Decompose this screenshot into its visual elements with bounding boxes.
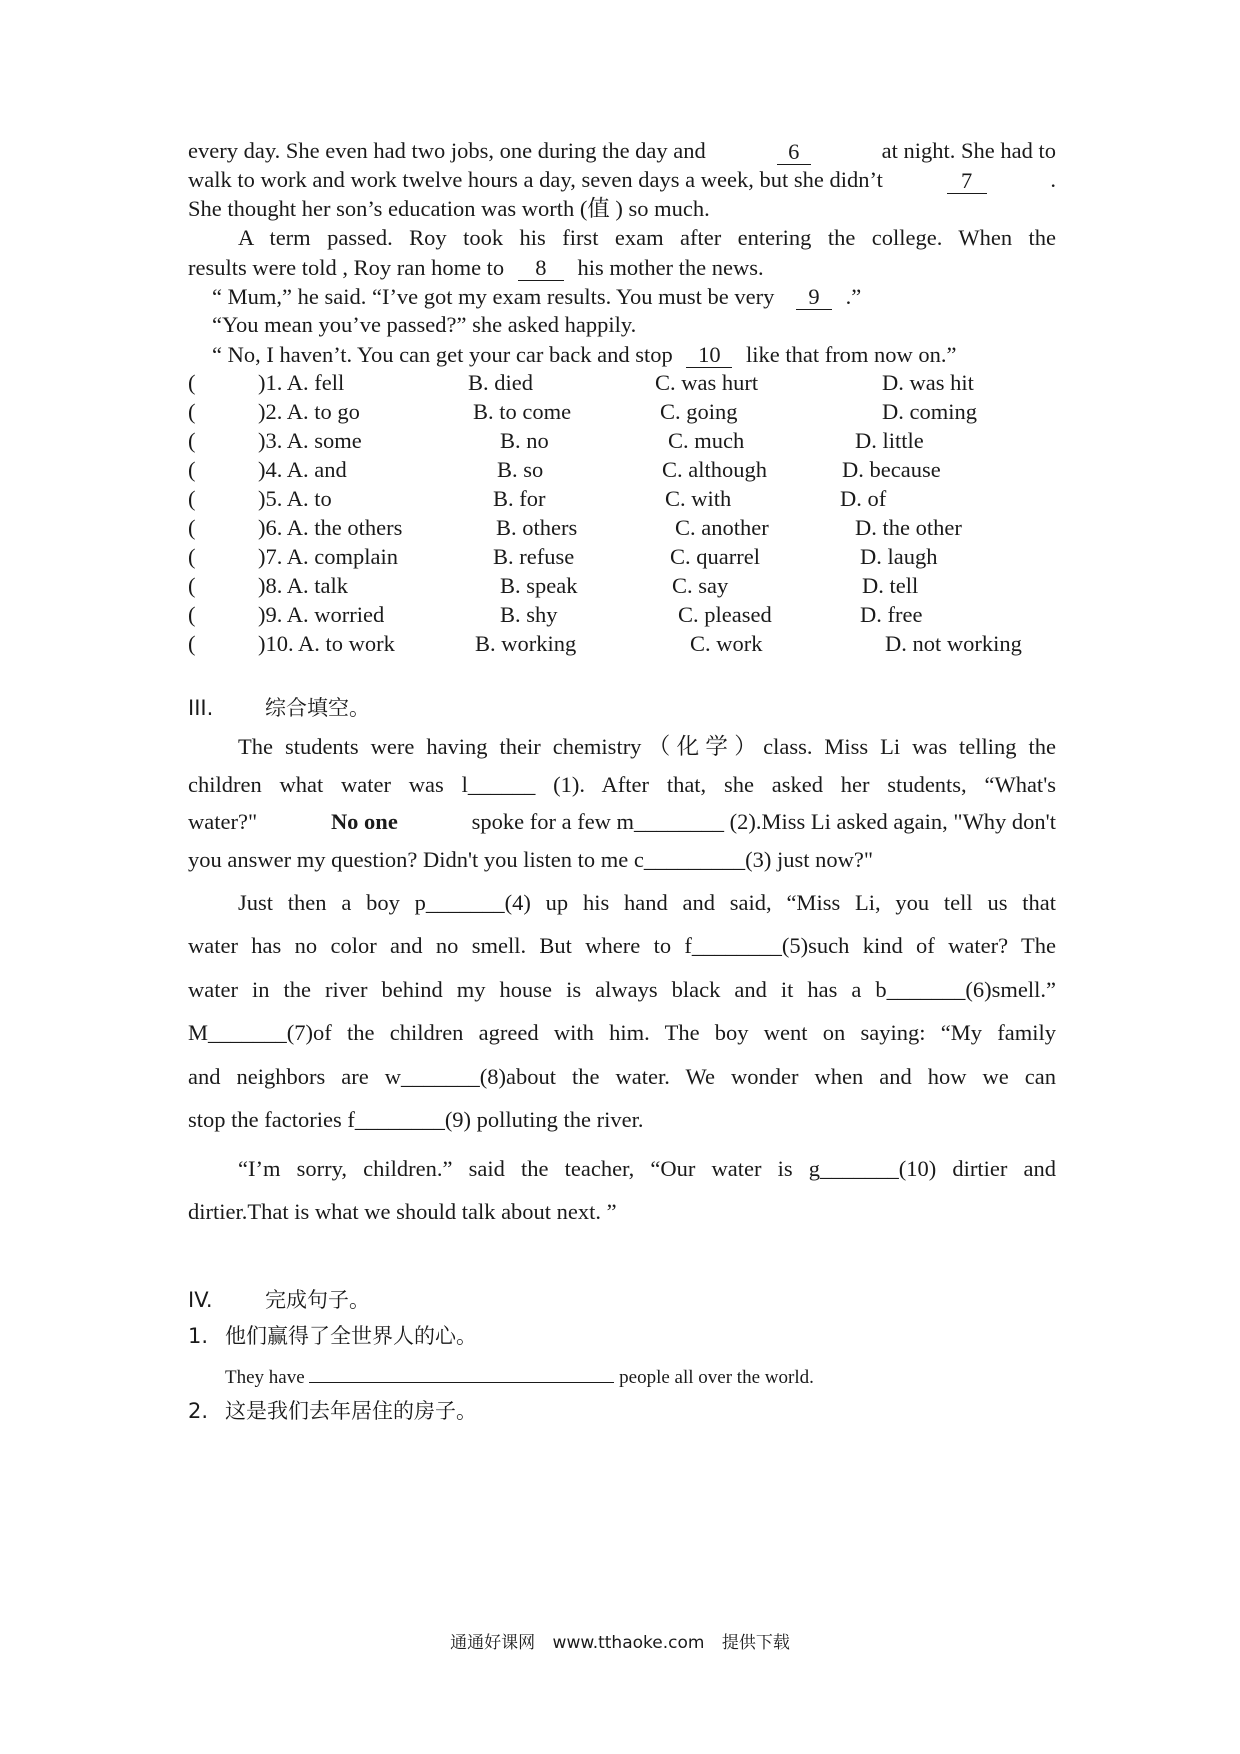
- option-d[interactable]: D. free: [860, 602, 923, 627]
- passage-line-4: [238, 227, 1056, 250]
- option-d[interactable]: D. the other: [855, 515, 962, 540]
- cloze-line-6: [188, 935, 1056, 958]
- option-a[interactable]: )7. A. complain: [258, 544, 398, 569]
- option-c[interactable]: C. another: [675, 515, 769, 540]
- blank-10[interactable]: 10: [686, 343, 732, 368]
- question-row[interactable]: [0, 604, 1240, 630]
- cloze-line-12: dirtier.That is what we should talk about next. ”: [188, 1199, 617, 1224]
- answer-paren[interactable]: (: [188, 544, 196, 569]
- option-a[interactable]: )6. A. the others: [258, 515, 403, 540]
- option-d[interactable]: D. was hit: [882, 370, 974, 395]
- cloze-text: children what water was l______ (1). After that, she asked her students, “What's: [188, 772, 1056, 797]
- option-b[interactable]: B. to come: [473, 399, 572, 424]
- question-row[interactable]: [0, 546, 1240, 572]
- option-c[interactable]: C. with: [665, 486, 732, 511]
- option-b[interactable]: B. no: [500, 428, 549, 453]
- passage-text: walk to work and work twelve hours a day, seven days a week, but she didn’t: [188, 167, 883, 192]
- answer-paren[interactable]: (: [188, 602, 196, 627]
- section-4-number: IV.: [188, 1288, 213, 1312]
- option-d[interactable]: D. tell: [862, 573, 919, 598]
- passage-text: his mother the news.: [577, 255, 764, 280]
- cloze-bold-text: No one: [330, 809, 398, 834]
- option-c[interactable]: C. much: [668, 428, 745, 453]
- cloze-line-3: [188, 811, 1056, 834]
- option-d[interactable]: D. coming: [882, 399, 977, 424]
- option-a[interactable]: )4. A. and: [258, 457, 347, 482]
- option-c[interactable]: C. was hurt: [655, 370, 759, 395]
- option-d[interactable]: D. of: [840, 486, 887, 511]
- section-3-title: 综合填空。: [265, 696, 370, 720]
- passage-line-8: [212, 343, 957, 368]
- option-d[interactable]: D. because: [842, 457, 941, 482]
- option-b[interactable]: B. refuse: [493, 544, 575, 569]
- cloze-line-10: stop the factories f________(9) polluting the river.: [188, 1107, 644, 1132]
- option-a[interactable]: )10. A. to work: [258, 631, 395, 656]
- passage-line-2: [188, 169, 1056, 194]
- option-a[interactable]: )3. A. some: [258, 428, 362, 453]
- blank-9[interactable]: 9: [796, 285, 832, 310]
- footer-suffix: 提供下载: [721, 1633, 790, 1653]
- passage-line-7: “You mean you’ve passed?” she asked happily.: [212, 312, 637, 337]
- cloze-line-9: [188, 1066, 1056, 1089]
- cloze-text: “I’m sorry, children.” said the teacher, “Our water is g_______(10) dirtier and: [238, 1156, 1056, 1181]
- sentence-1-number: 1.: [188, 1324, 209, 1348]
- question-row[interactable]: [0, 575, 1240, 601]
- cloze-text: The students were having their chemistry（化学）class. Miss Li was telling the: [238, 734, 1056, 759]
- passage-text: “ Mum,” he said. “I’ve got my exam results. You must be very: [212, 284, 775, 309]
- option-b[interactable]: B. speak: [500, 573, 578, 598]
- option-d[interactable]: D. laugh: [860, 544, 938, 569]
- answer-paren[interactable]: (: [188, 631, 196, 656]
- option-a[interactable]: )2. A. to go: [258, 399, 360, 424]
- option-a[interactable]: )8. A. talk: [258, 573, 348, 598]
- option-a[interactable]: )5. A. to: [258, 486, 332, 511]
- passage-line-5: [188, 256, 764, 281]
- option-b[interactable]: B. for: [493, 486, 546, 511]
- question-row[interactable]: [0, 488, 1240, 514]
- answer-paren[interactable]: (: [188, 399, 196, 424]
- blank-7[interactable]: 7: [947, 169, 987, 194]
- footer-url[interactable]: www.tthaoke.com: [552, 1633, 705, 1653]
- option-c[interactable]: C. pleased: [678, 602, 772, 627]
- cloze-line-2: [188, 774, 1056, 797]
- cloze-text: water has no color and no smell. But where to f________(5)such kind of water? The: [188, 933, 1056, 958]
- cloze-line-11: [238, 1158, 1056, 1181]
- sentence-1-chinese: 他们赢得了全世界人的心。: [225, 1324, 477, 1348]
- cloze-text: water?": [188, 809, 258, 834]
- cloze-line-5: [238, 892, 1056, 915]
- cloze-text: Just then a boy p_______(4) up his hand and said, “Miss Li, you tell us that: [238, 890, 1056, 915]
- option-d[interactable]: D. little: [855, 428, 924, 453]
- cloze-line-1: [238, 736, 1056, 759]
- option-c[interactable]: C. going: [660, 399, 738, 424]
- passage-line-3: She thought her son’s education was worth (值 ) so much.: [188, 196, 710, 221]
- cloze-text: water in the river behind my house is always black and it has a b_______(6)smell.”: [188, 977, 1056, 1002]
- cloze-line-7: [188, 979, 1056, 1002]
- option-b[interactable]: B. so: [497, 457, 544, 482]
- option-c[interactable]: C. quarrel: [670, 544, 760, 569]
- passage-line-1: [188, 140, 1056, 165]
- answer-paren[interactable]: (: [188, 457, 196, 482]
- sentence-1-suffix: people all over the world.: [619, 1367, 814, 1388]
- passage-text: .”: [845, 284, 862, 309]
- blank-8[interactable]: 8: [518, 256, 564, 281]
- sentence-1-prefix: They have: [225, 1367, 305, 1388]
- option-b[interactable]: B. others: [496, 515, 578, 540]
- section-3-number: III.: [188, 696, 214, 720]
- question-row[interactable]: [0, 401, 1240, 427]
- sentence-2-chinese: 这是我们去年居住的房子。: [225, 1399, 477, 1423]
- passage-text: “ No, I haven’t. You can get your car back and stop: [212, 342, 673, 367]
- option-b[interactable]: B. died: [468, 370, 533, 395]
- question-row[interactable]: [0, 372, 1240, 398]
- question-row[interactable]: [0, 459, 1240, 485]
- sentence-1-english: [225, 1364, 814, 1387]
- option-b[interactable]: B. shy: [500, 602, 558, 627]
- option-d[interactable]: D. not working: [885, 631, 1022, 656]
- cloze-text: M_______(7)of the children agreed with him. The boy went on saying: “My family: [188, 1020, 1056, 1045]
- answer-paren[interactable]: (: [188, 428, 196, 453]
- answer-paren[interactable]: (: [188, 486, 196, 511]
- passage-text: results were told , Roy ran home to: [188, 255, 505, 280]
- option-a[interactable]: )1. A. fell: [258, 370, 345, 395]
- question-row[interactable]: [0, 633, 1240, 659]
- question-row[interactable]: [0, 430, 1240, 456]
- answer-paren[interactable]: (: [188, 515, 196, 540]
- passage-text: at night. She had to: [881, 138, 1056, 163]
- blank-6[interactable]: 6: [777, 140, 811, 165]
- passage-text: like that from now on.”: [745, 342, 957, 367]
- page-footer: [0, 1628, 1240, 1653]
- cloze-line-8: [188, 1022, 1056, 1045]
- option-c[interactable]: C. although: [662, 457, 767, 482]
- passage-text: A term passed. Roy took his first exam after entering the college. When the: [238, 225, 1056, 250]
- passage-text: every day. She even had two jobs, one during the day and: [188, 138, 706, 163]
- option-c[interactable]: C. work: [690, 631, 763, 656]
- passage-text: .: [1050, 167, 1056, 192]
- sentence-2-number: 2.: [188, 1399, 209, 1423]
- option-c[interactable]: C. say: [672, 573, 729, 598]
- answer-paren[interactable]: (: [188, 573, 196, 598]
- passage-line-6: [212, 285, 861, 310]
- sentence-1-answer-line[interactable]: [309, 1364, 614, 1383]
- cloze-text: and neighbors are w_______(8)about the water. We wonder when and how we can: [188, 1064, 1056, 1089]
- cloze-text: spoke for a few m________ (2).Miss Li asked again, "Why don't: [471, 809, 1056, 834]
- option-b[interactable]: B. working: [475, 631, 577, 656]
- option-a[interactable]: )9. A. worried: [258, 602, 385, 627]
- answer-paren[interactable]: (: [188, 370, 196, 395]
- question-row[interactable]: [0, 517, 1240, 543]
- cloze-line-4: you answer my question? Didn't you listen to me c_________(3) just now?": [188, 847, 874, 872]
- section-4-title: 完成句子。: [265, 1288, 370, 1312]
- footer-site-name: 通通好课网: [450, 1633, 536, 1653]
